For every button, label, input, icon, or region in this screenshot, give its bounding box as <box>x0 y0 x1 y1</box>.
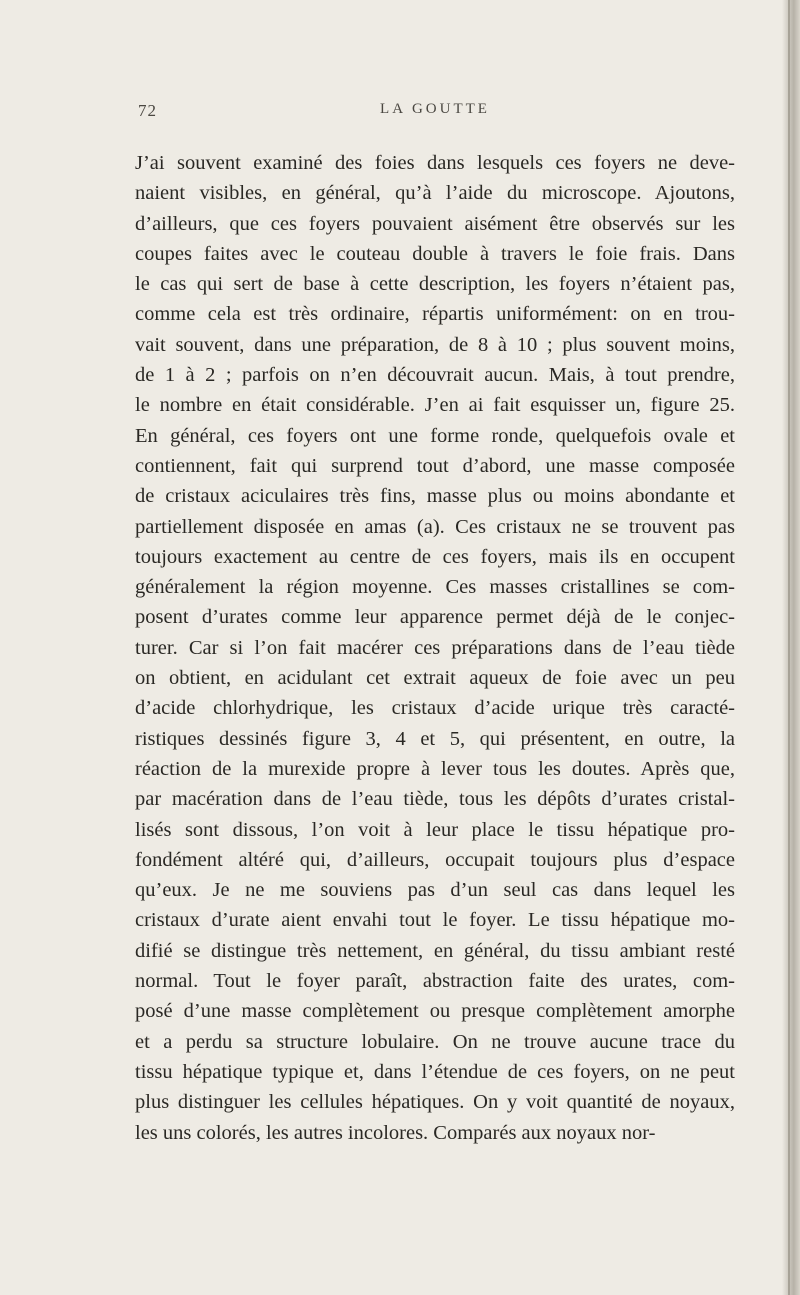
body-paragraph <box>135 148 735 1148</box>
text-line: d’ailleurs, que ces foyers pouvaient aisément être observés sur les <box>135 212 735 235</box>
page-header <box>130 101 740 125</box>
text-line: tissu hépatique typique et, dans l’étendue de ces foyers, on ne peut <box>135 1060 735 1083</box>
text-line: on obtient, en acidulant cet extrait aqueux de foie avec un peu <box>135 667 735 690</box>
text-line: le nombre en était considérable. J’en ai fait esquisser un, figure 25. <box>135 394 735 417</box>
text-line: toujours exactement au centre de ces foyers, mais ils en occupent <box>135 545 735 568</box>
text-line: de cristaux aciculaires très fins, masse plus ou moins abondante et <box>135 485 735 508</box>
text-line: et a perdu sa structure lobulaire. On ne trouve aucune trace du <box>135 1030 735 1053</box>
text-line: les uns colorés, les autres incolores. Comparés aux noyaux nor- <box>135 1121 656 1144</box>
page-edge-shadow <box>782 0 800 1295</box>
text-line: d’acide chlorhydrique, les cristaux d’acide urique très caracté- <box>135 697 735 720</box>
text-line: par macération dans de l’eau tiède, tous les dépôts d’urates cristal- <box>135 788 735 811</box>
text-line: cristaux d’urate aient envahi tout le foyer. Le tissu hépatique mo- <box>135 909 735 932</box>
text-line: coupes faites avec le couteau double à travers le foie frais. Dans <box>135 242 735 265</box>
page-number: 72 <box>138 101 157 120</box>
text-line: posé d’une masse complètement ou presque complètement amorphe <box>135 1000 735 1023</box>
text-line: turer. Car si l’on fait macérer ces préparations dans de l’eau tiède <box>135 636 735 659</box>
text-line: généralement la région moyenne. Ces masses cristallines se com- <box>135 576 735 599</box>
text-line: ristiques dessinés figure 3, 4 et 5, qui présentent, en outre, la <box>135 727 735 750</box>
text-line: partiellement disposée en amas (a). Ces cristaux ne se trouvent pas <box>135 515 735 538</box>
text-line: réaction de la murexide propre à lever tous les doutes. Après que, <box>135 757 735 780</box>
text-line: vait souvent, dans une préparation, de 8 à 10 ; plus souvent moins, <box>135 333 735 356</box>
text-line: qu’eux. Je ne me souviens pas d’un seul cas dans lequel les <box>135 879 735 902</box>
text-line: posent d’urates comme leur apparence permet déjà de le conjec- <box>135 606 735 629</box>
text-line: de 1 à 2 ; parfois on n’en découvrait aucun. Mais, à tout prendre, <box>135 364 735 387</box>
text-line: contiennent, fait qui surprend tout d’abord, une masse composée <box>135 454 735 477</box>
text-line: normal. Tout le foyer paraît, abstraction faite des urates, com- <box>135 970 735 993</box>
text-line: difié se distingue très nettement, en général, du tissu ambiant resté <box>135 939 735 962</box>
text-line: naient visibles, en général, qu’à l’aide du microscope. Ajoutons, <box>135 182 735 205</box>
page-edge-line <box>788 0 790 1295</box>
text-line: le cas qui sert de base à cette description, les foyers n’étaient pas, <box>135 273 735 296</box>
text-line: comme cela est très ordinaire, répartis uniformément: on en trou- <box>135 303 735 326</box>
running-title: LA GOUTTE <box>380 101 490 117</box>
text-line: J’ai souvent examiné des foies dans lesquels ces foyers ne deve- <box>135 152 735 174</box>
text-line: lisés sont dissous, l’on voit à leur place le tissu hépatique pro- <box>135 818 735 841</box>
text-line: plus distinguer les cellules hépatiques. On y voit quantité de noyaux, <box>135 1091 735 1114</box>
text-line: fondément altéré qui, d’ailleurs, occupait toujours plus d’espace <box>135 848 735 871</box>
text-line: En général, ces foyers ont une forme ronde, quelquefois ovale et <box>135 424 735 447</box>
